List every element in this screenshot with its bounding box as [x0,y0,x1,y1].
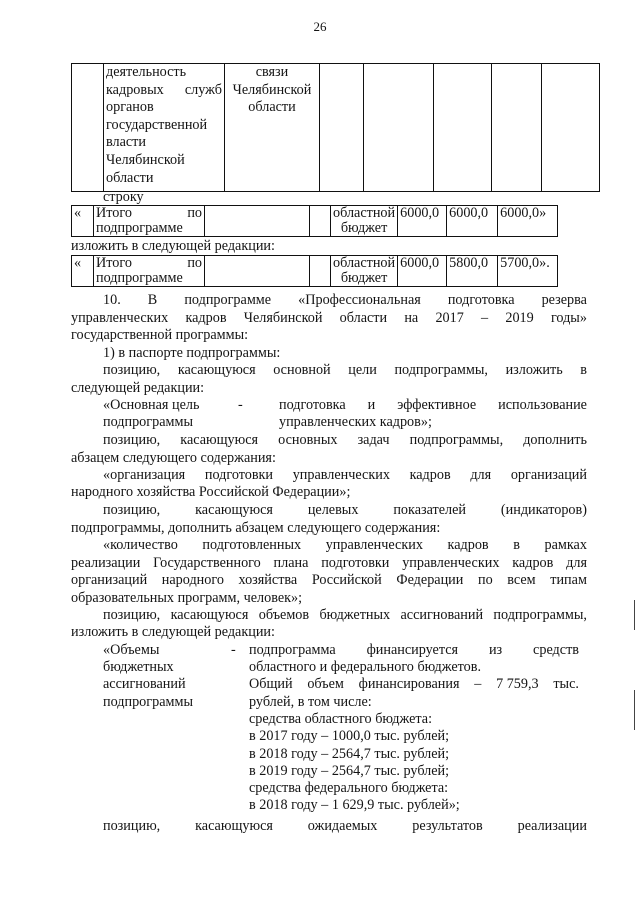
word: касающуюся [170,607,249,623]
tasks-line1 [103,432,587,449]
total-label-word: Итого [96,205,132,221]
cell-line: органов [106,99,154,116]
word: задач [357,432,390,448]
word: управленческих [325,537,423,553]
word: кадров [409,467,451,483]
quantity-line2 [71,555,587,572]
total-label-word: по [187,205,202,221]
quote-cell [72,256,94,287]
goal-value-line1 [279,397,587,414]
indicators-line2: подпрограммы, дополнить абзацем следующего содержания: [71,520,441,536]
word: позицию, [103,432,161,448]
word: финансируется [366,642,459,658]
word: типам [550,572,587,588]
quantity-line4: образовательных программ, человек»; [71,590,303,606]
volume-value-line6: в 2017 году – 1000,0 тыс. рублей; [249,728,450,744]
word: 10. [103,292,121,308]
word: дополнить [523,432,587,448]
word: подготовки [204,467,274,483]
word: народного [161,572,224,588]
paragraph-10-line2 [71,310,587,327]
word: результатов [412,818,483,834]
cell-line [106,82,222,100]
word: 2017 [435,310,464,326]
value-2018-cell [447,206,498,237]
cell-line: деятельность [106,64,187,80]
value-2017-cell [398,206,447,237]
word: средств [533,642,579,658]
word: управленческих [402,555,500,571]
word: объем [307,676,344,692]
word: хозяйства [238,572,298,588]
word: служб [184,81,222,98]
value-2017: 6000,0 [400,255,440,271]
word: цели [348,362,377,378]
quantity-line3 [71,572,587,589]
word: подготовленных [202,537,302,553]
word: подпрограммы, [409,432,504,448]
table-cell [205,256,310,287]
volume-line1 [103,607,587,624]
word: годы» [550,310,587,326]
goal-line2: следующей редакции: [71,380,205,396]
word: основных [278,432,338,448]
description-text [106,64,222,187]
quote-cell [72,206,94,237]
word: изложить [505,362,563,378]
budget-cell [331,256,398,287]
word: показателей [393,502,466,518]
scan-mark [634,690,635,730]
word: касающуюся [195,818,273,834]
table-cell [492,64,542,192]
value-2017-cell [398,256,447,287]
cell-line: государственной [106,116,208,133]
goal-line1 [103,362,587,379]
quote-mark: « [74,255,82,271]
paragraph-10-line3: государственной программы: [71,327,249,343]
table-cell [310,256,331,287]
word: эффективное [397,397,477,413]
total-label-word: Итого [96,255,132,271]
cell-line: связи [255,64,289,80]
word: касающуюся [177,362,256,378]
word: – [481,310,489,326]
word: Общий [249,676,293,692]
budget-cell [331,206,398,237]
org-line1 [103,467,587,484]
word: 7 759,3 [496,676,539,692]
total-label-word: по [187,255,202,271]
cell-line: области [106,169,154,186]
passport-heading: 1) в паспорте подпрограммы: [103,345,281,361]
word: подпрограмме [184,292,272,308]
cell-line: области [248,99,296,116]
word: в [513,537,520,553]
word: для [470,467,492,483]
word: организаций [71,572,148,588]
word: 2019 [505,310,534,326]
paragraph-10-line1 [103,292,587,309]
volume-value-line4: рублей, в том числе: [249,694,372,710]
word: плана [273,555,309,571]
table-cell [310,206,331,237]
word: объемов [258,607,310,623]
word: позицию, [103,818,161,834]
volume-line2: изложить в следующей редакции: [71,624,275,640]
budget-source: областной [333,205,396,221]
word: В [147,292,158,308]
volume-value-line2: областного и федерального бюджетов. [249,659,482,675]
word: тыс. [553,676,579,692]
results-line1 [103,818,587,835]
total-name-cell [94,256,205,287]
word: касающуюся [195,502,273,518]
cell-line: Челябинской [232,81,312,98]
new-total-row-table [71,255,558,287]
table-cell [320,64,364,192]
word: подпрограммы, [493,607,587,623]
word: всем [507,572,536,588]
word: реализации [517,818,587,834]
volume-value-line1 [249,642,579,659]
volume-value-line5: средства областного бюджета: [249,711,433,727]
word: подпрограмма [249,642,336,658]
volume-label-3: ассигнований [103,676,186,692]
budget-source: бюджет [340,220,388,236]
word: позицию, [103,362,161,378]
budget-source: бюджет [340,270,388,286]
word: позицию, [103,607,161,623]
word: бюджетных [319,607,391,623]
volume-dash: - [231,642,236,658]
value-2018: 5800,0 [449,255,489,271]
table-cell [434,64,492,192]
word: основной [273,362,331,378]
value-2019-cell [498,206,558,237]
word: в [580,362,587,378]
value-2019-cell [498,256,558,287]
table-cell [205,206,310,237]
volume-value-line9: средства федерального бюджета: [249,780,449,796]
word: по [477,572,493,588]
continued-table [71,63,600,192]
volume-value-line8: в 2019 году – 2564,7 тыс. рублей; [249,763,450,779]
table-cell [364,64,434,192]
goal-label-line2: подпрограммы [103,414,193,430]
word: кадров [185,310,227,326]
table-cell [542,64,600,192]
word: на [404,310,419,326]
word: и [367,397,376,413]
quote-mark: « [74,205,82,221]
word: ожидаемых [307,818,378,834]
word: использование [498,397,587,413]
word: реализации [71,555,141,571]
paragraph-izlozhit: изложить в следующей редакции: [71,238,275,254]
word: кадров [512,555,554,571]
word: касающуюся [180,432,259,448]
volume-label-2: бюджетных [103,659,174,675]
total-label-line2: подпрограмме [96,270,183,286]
word: «количество [103,537,178,553]
org-line2: народного хозяйства Российской Федерации»; [71,484,351,500]
word: подготовки [321,555,390,571]
indicators-line1 [103,502,587,519]
volume-value-line10: в 2018 году – 1 629,9 тыс. рублей»; [249,797,460,813]
value-2018: 6000,0 [449,205,489,221]
word: кадровых [106,81,164,98]
word: подготовка [279,397,346,413]
table-cell-description [104,64,225,192]
word: подпрограммы, [394,362,488,378]
word: управленческих [71,310,169,326]
total-label-line2: подпрограмме [96,220,183,236]
word: резерва [541,292,587,308]
cell-line: власти [106,134,146,151]
word: управленческих [292,467,390,483]
value-2019: 6000,0» [500,205,547,221]
word: для [566,555,587,571]
volume-value-line3 [249,676,579,693]
page-number: 26 [313,19,327,34]
word: финансирования [358,676,460,692]
value-2018-cell [447,256,498,287]
table-cell [72,64,104,192]
word: Федерации [396,572,464,588]
word: целевых [307,502,359,518]
table-cell-executor [225,64,320,192]
word: Российской [311,572,382,588]
goal-dash: - [238,397,243,413]
word: подготовка [447,292,515,308]
word: организаций [510,467,587,483]
word: кадров [447,537,489,553]
word: позицию, [103,502,161,518]
volume-value-line7: в 2018 году – 2564,7 тыс. рублей; [249,746,450,762]
scan-mark [634,600,635,630]
goal-value-line2: управленческих кадров»; [279,414,432,430]
paragraph-stroku: строку [103,189,144,205]
word: ассигнований [400,607,484,623]
word: Челябинской [243,310,323,326]
word: (индикаторов) [500,502,587,518]
old-total-row-table [71,205,558,237]
goal-label-line1: «Основная цель [103,397,200,413]
quantity-line1 [103,537,587,554]
word: «организация [103,467,186,483]
word: области [339,310,388,326]
word: «Профессиональная [298,292,421,308]
word: из [488,642,503,658]
volume-label-4: подпрограммы [103,694,193,710]
volume-label-1: «Объемы [103,642,160,658]
tasks-line2: абзацем следующего содержания: [71,450,276,466]
executor-text [227,64,317,117]
cell-line: Челябинской [106,151,185,168]
word: – [474,676,482,692]
word: Государственного [153,555,261,571]
value-2019: 5700,0». [500,255,550,271]
value-2017: 6000,0 [400,205,440,221]
total-name-cell [94,206,205,237]
budget-source: областной [333,255,396,271]
word: рамках [544,537,587,553]
